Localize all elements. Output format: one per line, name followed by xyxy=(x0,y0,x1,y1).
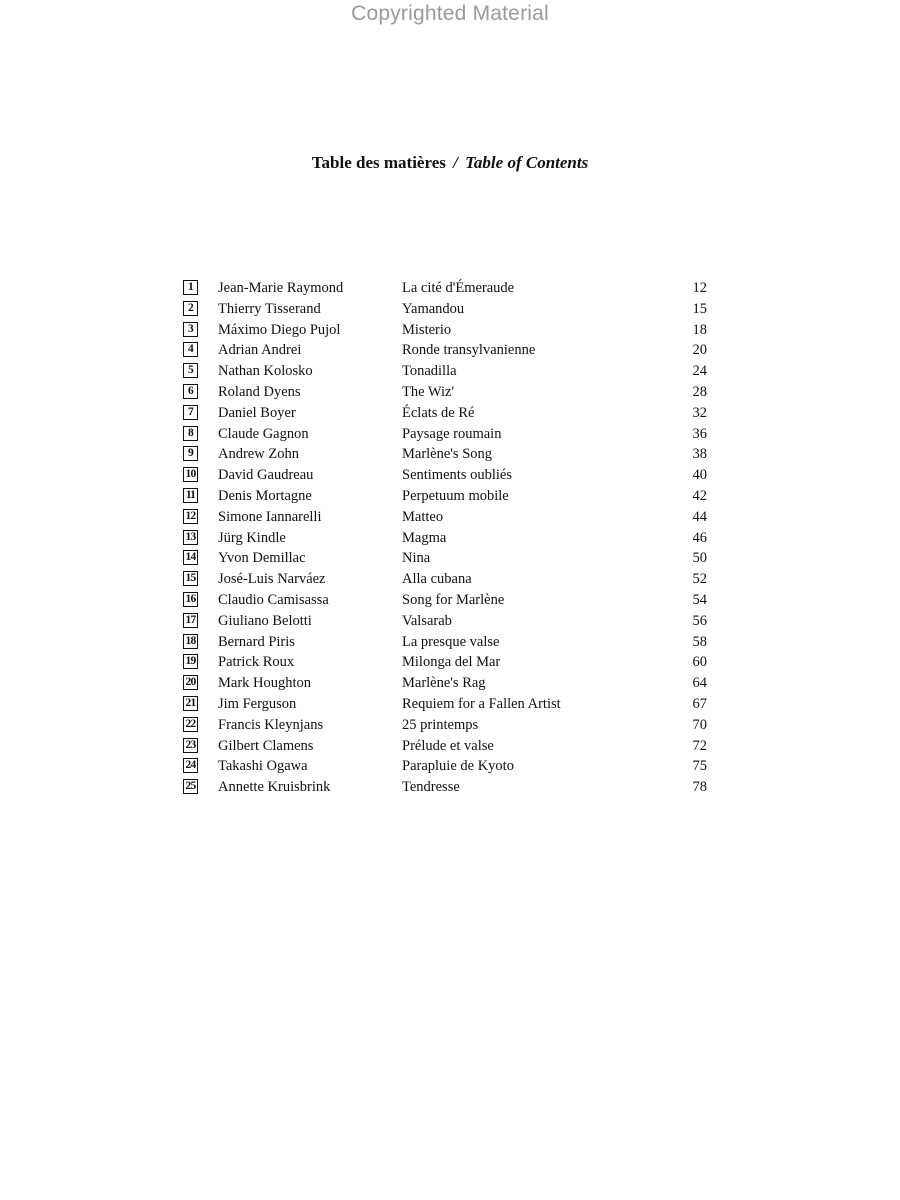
entry-page-number: 18 xyxy=(692,321,707,338)
entry-composer: Simone Iannarelli xyxy=(218,508,322,525)
entry-page-number: 52 xyxy=(692,571,707,588)
toc-entry xyxy=(183,507,707,528)
entry-number-box: 23 xyxy=(183,738,198,753)
toc-entry xyxy=(183,486,707,507)
entry-composer: Yvon Demillac xyxy=(218,550,306,567)
entry-piece-title: Magma xyxy=(402,529,447,546)
toc-entry xyxy=(183,403,707,424)
entry-piece-title: Éclats de Ré xyxy=(402,404,475,421)
entry-number-box: 18 xyxy=(183,634,198,649)
toc-entry xyxy=(183,320,707,341)
entry-piece-title: Misterio xyxy=(402,321,452,338)
entry-piece-title: Tendresse xyxy=(402,779,460,796)
entry-number-box: 12 xyxy=(183,509,198,524)
entry-piece-title: Paysage roumain xyxy=(402,425,502,442)
entry-page-number: 36 xyxy=(692,425,707,442)
entry-number-box: 21 xyxy=(183,696,198,711)
entry-composer: Patrick Roux xyxy=(218,654,295,671)
entry-page-number: 78 xyxy=(692,779,707,796)
entry-piece-title: Milonga del Mar xyxy=(402,654,501,671)
entry-number-box: 2 xyxy=(183,301,198,316)
title-separator: / xyxy=(453,153,458,172)
toc-entry xyxy=(183,528,707,549)
entry-number-box: 11 xyxy=(183,488,198,503)
entry-number-box: 19 xyxy=(183,654,198,669)
title-french: Table des matières xyxy=(311,153,446,172)
entry-page-number: 58 xyxy=(692,633,707,650)
entry-number-box: 9 xyxy=(183,446,198,461)
entry-page-number: 54 xyxy=(692,591,707,608)
entry-composer: José-Luis Narváez xyxy=(218,571,326,588)
entry-composer: Máximo Diego Pujol xyxy=(218,321,341,338)
entry-piece-title: Matteo xyxy=(402,508,444,525)
table-of-contents xyxy=(183,278,707,798)
entry-number-box: 20 xyxy=(183,675,198,690)
entry-number-box: 15 xyxy=(183,571,198,586)
entry-piece-title: Prélude et valse xyxy=(402,737,494,754)
entry-piece-title: Tonadilla xyxy=(402,363,457,380)
entry-number-box: 6 xyxy=(183,384,198,399)
entry-page-number: 64 xyxy=(692,675,707,692)
entry-page-number: 70 xyxy=(692,716,707,733)
entry-page-number: 46 xyxy=(692,529,707,546)
entry-page-number: 12 xyxy=(692,280,707,296)
entry-number-box: 10 xyxy=(183,467,198,482)
entry-page-number: 44 xyxy=(692,508,707,525)
entry-piece-title: Nina xyxy=(402,550,431,567)
entry-composer: David Gaudreau xyxy=(218,467,314,484)
entry-composer: Francis Kleynjans xyxy=(218,716,324,733)
toc-entry xyxy=(183,548,707,569)
entry-number-box: 7 xyxy=(183,405,198,420)
entry-composer: Adrian Andrei xyxy=(218,342,302,359)
entry-page-number: 32 xyxy=(692,404,707,421)
entry-piece-title: Valsarab xyxy=(402,612,452,629)
entry-composer: Denis Mortagne xyxy=(218,487,312,504)
entry-piece-title: Marlène's Rag xyxy=(402,675,486,692)
entry-composer: Gilbert Clamens xyxy=(218,737,314,754)
entry-page-number: 56 xyxy=(692,612,707,629)
toc-entry xyxy=(183,361,707,382)
entry-number-box: 1 xyxy=(183,280,198,295)
entry-page-number: 15 xyxy=(692,300,707,317)
toc-entry xyxy=(183,340,707,361)
page-title xyxy=(0,153,900,173)
entry-composer: Jim Ferguson xyxy=(218,695,297,712)
toc-entry xyxy=(183,673,707,694)
entry-composer: Andrew Zohn xyxy=(218,446,299,463)
entry-composer: Mark Houghton xyxy=(218,675,312,692)
entry-piece-title: Parapluie de Kyoto xyxy=(402,758,514,775)
entry-number-box: 8 xyxy=(183,426,198,441)
toc-entry xyxy=(183,465,707,486)
entry-piece-title: 25 printemps xyxy=(402,716,479,733)
toc-entry xyxy=(183,736,707,757)
entry-page-number: 72 xyxy=(692,737,707,754)
entry-number-box: 14 xyxy=(183,550,198,565)
entry-piece-title: Sentiments oubliés xyxy=(402,467,512,484)
entry-page-number: 40 xyxy=(692,467,707,484)
title-english: Table of Contents xyxy=(465,153,589,172)
toc-entry xyxy=(183,652,707,673)
toc-entry xyxy=(183,382,707,403)
entry-composer: Jean-Marie Raymond xyxy=(218,280,344,296)
toc-entry xyxy=(183,611,707,632)
entry-piece-title: Marlène's Song xyxy=(402,446,493,463)
entry-composer: Claude Gagnon xyxy=(218,425,309,442)
entry-number-box: 13 xyxy=(183,530,198,545)
entry-number-box: 5 xyxy=(183,363,198,378)
entry-number-box: 25 xyxy=(183,779,198,794)
copyright-watermark: Copyrighted Material xyxy=(351,2,549,25)
entry-page-number: 28 xyxy=(692,383,707,400)
entry-number-box: 3 xyxy=(183,322,198,337)
entry-composer: Roland Dyens xyxy=(218,383,301,400)
entry-page-number: 38 xyxy=(692,446,707,463)
entry-composer: Nathan Kolosko xyxy=(218,363,313,380)
entry-piece-title: La cité d'Émeraude xyxy=(402,280,515,296)
entry-piece-title: Song for Marlène xyxy=(402,591,505,608)
entry-piece-title: Requiem for a Fallen Artist xyxy=(402,695,561,712)
entry-composer: Thierry Tisserand xyxy=(218,300,321,317)
entry-number-box: 4 xyxy=(183,342,198,357)
entry-number-box: 24 xyxy=(183,758,198,773)
entry-piece-title: Ronde transylvanienne xyxy=(402,342,536,359)
entry-piece-title: Perpetuum mobile xyxy=(402,487,509,504)
entry-piece-title: La presque valse xyxy=(402,633,500,650)
toc-entry xyxy=(183,756,707,777)
toc-entry xyxy=(183,444,707,465)
entry-composer: Bernard Piris xyxy=(218,633,295,650)
entry-page-number: 75 xyxy=(692,758,707,775)
entry-number-box: 16 xyxy=(183,592,198,607)
entry-piece-title: The Wiz' xyxy=(402,383,455,400)
toc-entry xyxy=(183,424,707,445)
entry-page-number: 50 xyxy=(692,550,707,567)
entry-composer: Takashi Ogawa xyxy=(218,758,308,775)
entry-composer: Annette Kruisbrink xyxy=(218,779,331,796)
toc-entry xyxy=(183,777,707,798)
entry-composer: Jürg Kindle xyxy=(218,529,286,546)
entry-page-number: 60 xyxy=(692,654,707,671)
entry-piece-title: Alla cubana xyxy=(402,571,472,588)
toc-entry xyxy=(183,632,707,653)
toc-entry xyxy=(183,278,707,299)
toc-entry xyxy=(183,299,707,320)
toc-entry xyxy=(183,715,707,736)
entry-composer: Daniel Boyer xyxy=(218,404,296,421)
entry-page-number: 42 xyxy=(692,487,707,504)
toc-entry xyxy=(183,569,707,590)
toc-entry xyxy=(183,694,707,715)
entry-page-number: 24 xyxy=(692,363,707,380)
entry-number-box: 17 xyxy=(183,613,198,628)
entry-page-number: 20 xyxy=(692,342,707,359)
entry-number-box: 22 xyxy=(183,717,198,732)
toc-entry xyxy=(183,590,707,611)
entry-page-number: 67 xyxy=(692,695,707,712)
entry-piece-title: Yamandou xyxy=(402,300,465,317)
entry-composer: Giuliano Belotti xyxy=(218,612,312,629)
entry-composer: Claudio Camisassa xyxy=(218,591,329,608)
